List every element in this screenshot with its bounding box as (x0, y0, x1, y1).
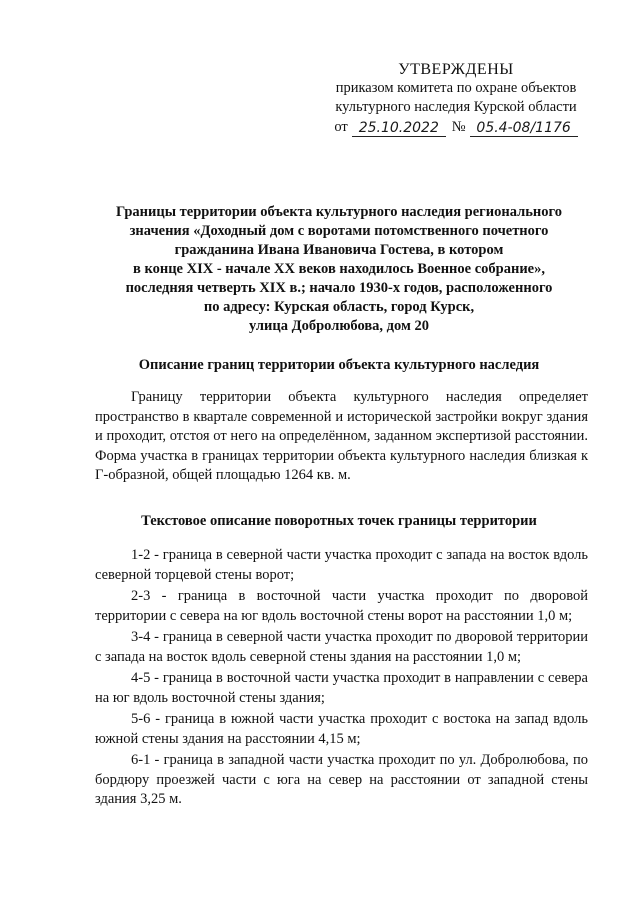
title-line: в конце XIX - начале XX веков находилось Военное собрание», (132, 261, 545, 277)
order-date: 25.10.2022 (352, 120, 446, 137)
title-line: по адресу: Курская область, город Курск, (203, 299, 475, 315)
boundary-points-list (95, 546, 588, 812)
approval-heading: УТВЕРЖДЕНЫ (398, 61, 514, 78)
title-line: значения «Доходный дом с воротами потомственного почетного (129, 223, 549, 239)
list-item: 6-1 - граница в западной части участка проходит по ул. Добролюбова, по бордюру проезжей части с юга на север на расстоянии от западной стены здания 3,25 м. (95, 752, 588, 807)
title-line: последняя четверть XIX в.; начало 1930-х годов, расположенного (125, 280, 553, 296)
list-item: 1-2 - граница в северной части участка проходит с запада на восток вдоль северной торцевой стены ворот; (95, 547, 588, 583)
from-label: от (334, 119, 348, 135)
list-item: 5-6 - граница в южной части участка проходит с востока на запад вдоль южной стены здания на расстоянии 4,15 м; (95, 711, 588, 747)
approval-line-2: культурного наследия Курской области (335, 99, 577, 115)
title-line: улица Добролюбова, дом 20 (248, 318, 429, 334)
section-1-paragraph: Границу территории объекта культурного наследия определяет пространство в квартале современной и исторической застройки вокруг здания и проходит, отстоя от него на определённом, заданном экспертизой расстоянии. Форма участка в границах территории объекта культурного наследия близкая к Г-образной, общей площадью 1264 кв. м. (95, 389, 588, 483)
document-title (80, 203, 598, 336)
list-item: 3-4 - граница в северной части участка проходит по дворовой территории с запада на восток вдоль северной стены здания на расстоянии 1,0 м; (95, 629, 588, 665)
approval-line-1: приказом комитета по охране объектов (335, 80, 577, 96)
order-number: 05.4-08/1176 (470, 120, 578, 137)
title-line: Границы территории объекта культурного наследия регионального (116, 204, 562, 220)
section-2-heading: Текстовое описание поворотных точек границы территории (141, 513, 537, 529)
list-item: 4-5 - граница в восточной части участка проходит в направлении с севера на юг вдоль восточной стены здания; (95, 670, 588, 706)
approval-block (318, 60, 594, 137)
approval-date-number-row (318, 118, 594, 137)
title-line: гражданина Ивана Ивановича Гостева, в котором (174, 242, 504, 258)
list-item: 2-3 - граница в восточной части участка проходит по дворовой территории с севера на юг вдоль восточной стены ворот на расстоянии 1,0 м; (95, 588, 588, 624)
number-label: № (451, 119, 466, 135)
section-1-heading: Описание границ территории объекта культурного наследия (138, 357, 540, 373)
